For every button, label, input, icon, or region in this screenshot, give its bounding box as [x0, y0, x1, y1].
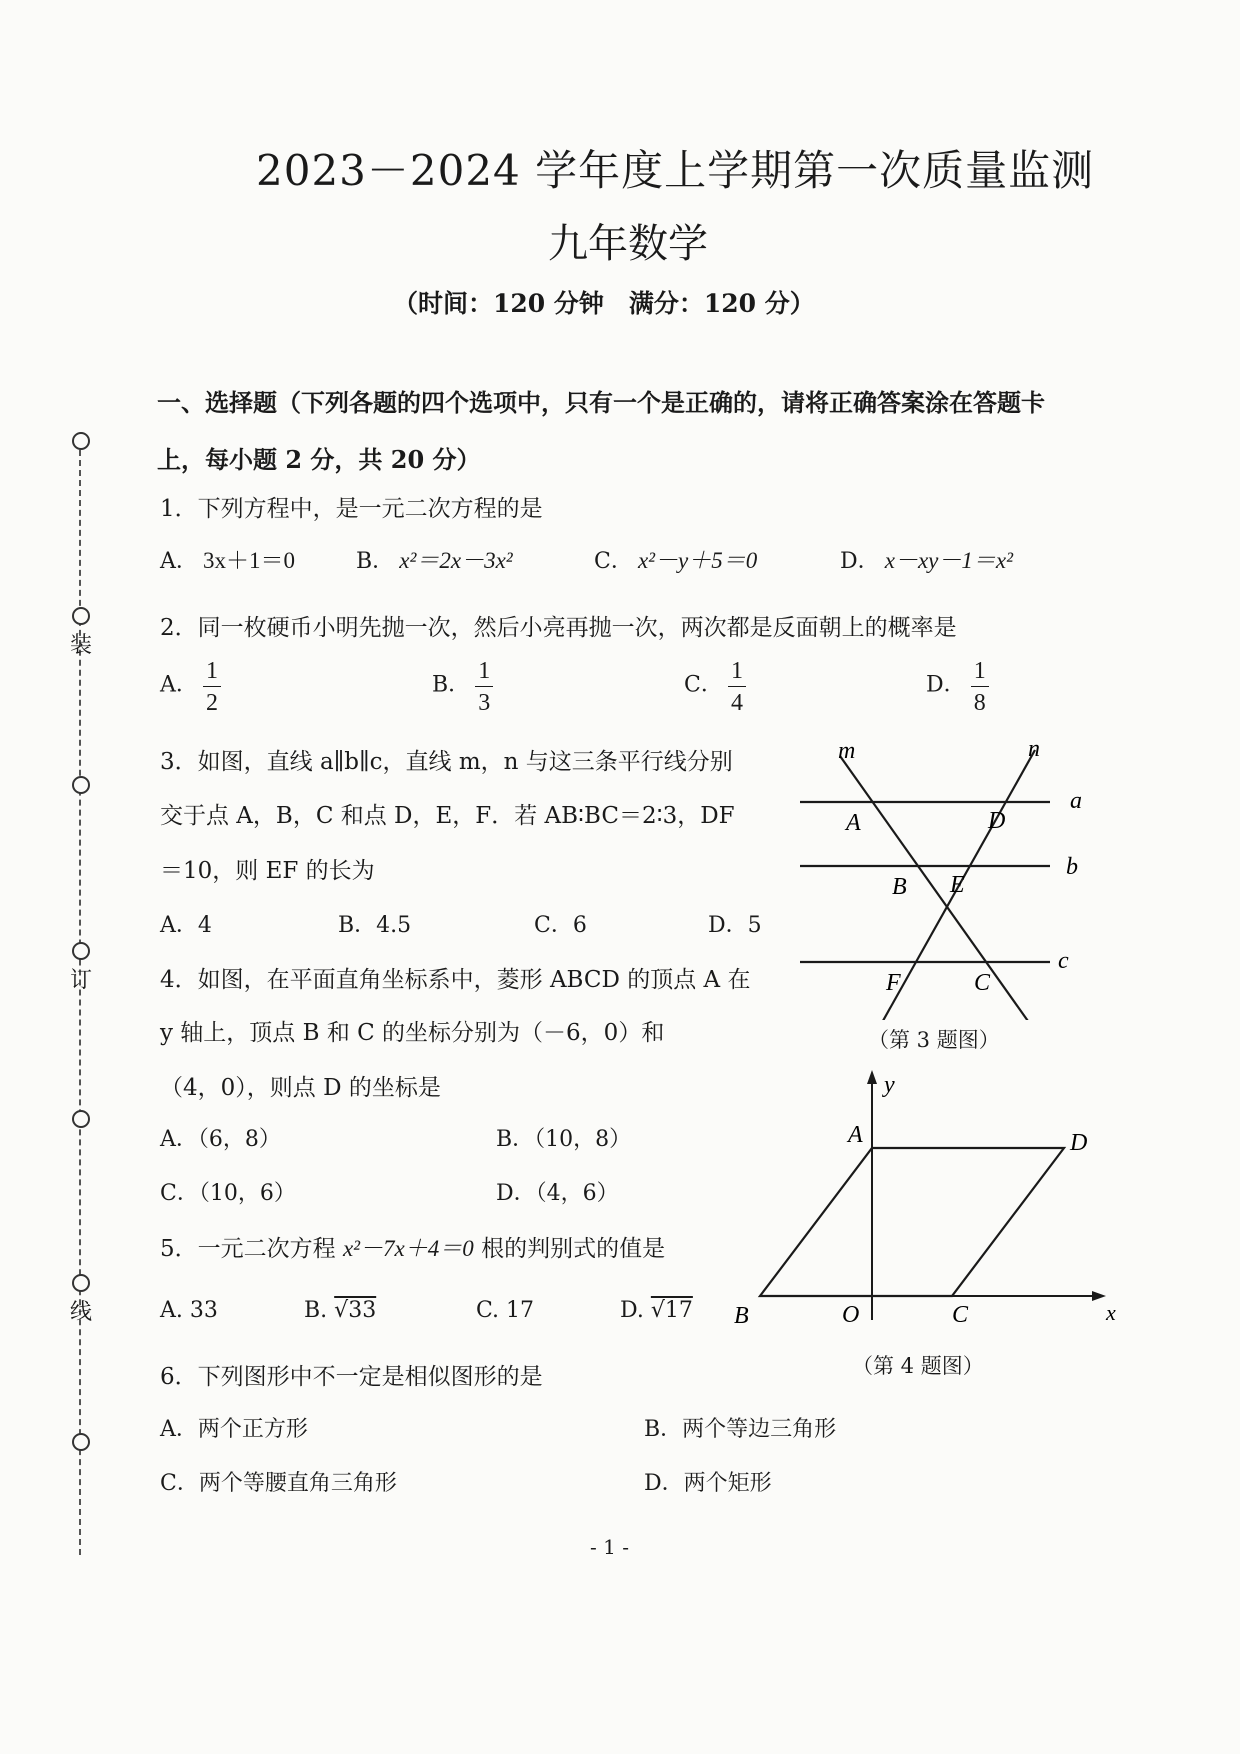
q2-stem: 2．同一枚硬币小明先抛一次，然后小亮再抛一次，两次都是反面朝上的概率是	[160, 615, 957, 641]
binding-hole-2	[72, 607, 90, 625]
margin-char-zhuang: 装	[70, 633, 93, 658]
q3-option-c	[534, 908, 587, 939]
figure-4-caption: （第 4 题图）	[852, 1354, 984, 1378]
q4-option-d	[496, 1176, 619, 1207]
q6-option-b	[644, 1412, 836, 1443]
label-c: c	[1058, 948, 1069, 974]
option-key: C．	[160, 1181, 199, 1206]
q2-option-c	[684, 659, 746, 715]
rhombus-abcd	[760, 1148, 1064, 1296]
option-text: 两个矩形	[683, 1471, 772, 1496]
q5-option-b	[304, 1298, 376, 1323]
exam-meta: （时间：120 分钟 满分：120 分）	[393, 289, 815, 318]
label-D: D	[988, 808, 1006, 834]
binding-hole-7	[72, 1433, 90, 1451]
numerator: 1	[728, 659, 746, 687]
option-key: B．	[432, 672, 471, 698]
option-key: C．	[534, 913, 573, 938]
denominator: 2	[205, 690, 218, 716]
binding-hole-4	[72, 942, 90, 960]
option-key: A．	[160, 913, 198, 938]
option-text: x－xy－1＝x²	[884, 548, 1013, 573]
option-text: x²＝2x－3x²	[399, 548, 513, 573]
q5-stem	[160, 1230, 665, 1263]
option-text: 6	[572, 913, 587, 938]
q6-option-a	[160, 1412, 308, 1443]
exam-title: 2023－2024 学年度上学期第一次质量监测	[256, 146, 1095, 195]
label-n: n	[1028, 740, 1040, 762]
numerator: 1	[971, 659, 989, 687]
figure-4-diagram	[730, 1070, 1120, 1330]
option-text: 4	[197, 913, 212, 938]
figure-3	[780, 740, 1110, 1070]
q4-stem-line1: 4．如图，在平面直角坐标系中，菱形 ABCD 的顶点 A 在	[160, 967, 751, 993]
q1-option-c	[594, 542, 757, 575]
q5-option-c	[476, 1298, 534, 1323]
option-text: √33	[334, 1298, 377, 1323]
numerator: 1	[203, 659, 221, 687]
q5-stem-pre: 5．一元二次方程	[160, 1236, 343, 1262]
q6-stem: 6．下列图形中不一定是相似图形的是	[160, 1364, 543, 1390]
label-a: a	[1070, 788, 1082, 814]
option-key: D．	[644, 1471, 684, 1496]
option-text: √17	[650, 1298, 693, 1323]
option-text: 5	[747, 913, 762, 938]
binding-hole-3	[72, 776, 90, 794]
binding-hole-5	[72, 1110, 90, 1128]
q3-stem-line1: 3．如图，直线 a∥b∥c，直线 m，n 与这三条平行线分别	[160, 749, 733, 775]
option-key: B．	[338, 913, 377, 938]
q1-option-a	[160, 542, 295, 575]
numerator: 1	[475, 659, 493, 687]
q4-option-a	[160, 1122, 281, 1153]
option-key: A．	[160, 672, 198, 698]
option-key: D．	[708, 913, 748, 938]
denominator: 8	[973, 690, 986, 716]
label-C: C	[952, 1302, 969, 1328]
option-key: A.	[160, 1298, 183, 1323]
q3-stem-line3: ＝10，则 EF 的长为	[160, 858, 375, 884]
label-B: B	[734, 1303, 749, 1329]
option-key: C．	[684, 672, 723, 698]
label-x: x	[1106, 1300, 1116, 1325]
label-A: A	[846, 810, 861, 836]
q3-option-b	[338, 908, 411, 939]
option-text: 33	[189, 1298, 218, 1323]
section-heading-line2: 上，每小题 2 分，共 20 分）	[157, 445, 481, 474]
q1-option-d	[840, 542, 1013, 575]
q1-option-b	[356, 542, 513, 575]
denominator: 4	[730, 690, 743, 716]
figure-4	[730, 1070, 1120, 1390]
fraction	[728, 659, 746, 715]
q5-option-a	[160, 1298, 218, 1323]
q2-option-a	[160, 659, 221, 715]
option-text: 两个等边三角形	[682, 1417, 837, 1442]
option-text: 4.5	[376, 913, 412, 938]
q3-option-a	[160, 908, 212, 939]
option-key: D．	[926, 672, 966, 698]
fraction	[475, 659, 493, 715]
binding-hole-6	[72, 1274, 90, 1292]
q6-option-d	[644, 1466, 772, 1497]
option-text: （4，6）	[535, 1181, 619, 1206]
label-C: C	[974, 970, 991, 996]
option-text: （6，8）	[197, 1127, 281, 1152]
q2-option-d	[926, 659, 989, 715]
figure-3-diagram	[780, 740, 1110, 1020]
page-number: - 1 -	[590, 1535, 629, 1559]
option-key: A．	[160, 549, 198, 574]
label-A: A	[848, 1122, 863, 1148]
label-y: y	[884, 1072, 895, 1098]
fraction	[971, 659, 989, 715]
label-O: O	[842, 1302, 860, 1328]
label-B: B	[892, 874, 907, 900]
option-key: D.	[620, 1298, 644, 1323]
label-D: D	[1070, 1130, 1088, 1156]
q2-option-b	[432, 659, 493, 715]
q5-option-d	[620, 1298, 693, 1323]
label-E: E	[950, 872, 965, 898]
margin-char-xian: 线	[70, 1300, 93, 1325]
option-key: D．	[496, 1181, 536, 1206]
x-axis-arrow	[1092, 1291, 1106, 1301]
q3-stem-line2: 交于点 A，B，C 和点 D，E，F．若 AB∶BC＝2∶3，DF	[160, 803, 735, 829]
option-key: B.	[304, 1298, 328, 1323]
q4-stem-line2: y 轴上，顶点 B 和 C 的坐标分别为（－6，0）和	[160, 1020, 665, 1046]
margin-char-ding: 订	[70, 968, 93, 993]
option-key: B．	[496, 1127, 535, 1152]
label-F: F	[886, 970, 901, 996]
denominator: 3	[478, 690, 491, 716]
q6-option-c	[160, 1466, 397, 1497]
q5-equation: x²－7x＋4＝0	[342, 1236, 474, 1261]
fraction	[203, 659, 221, 715]
option-key: B．	[644, 1417, 683, 1442]
binding-hole-1	[72, 432, 90, 450]
option-text: 两个等腰直角三角形	[198, 1471, 397, 1496]
option-text: （10，6）	[198, 1181, 296, 1206]
option-key: B．	[356, 549, 395, 574]
option-text: x²－y＋5＝0	[637, 548, 758, 573]
option-key: C．	[594, 549, 633, 574]
exam-subject: 九年数学	[548, 221, 708, 267]
q4-stem-line3: （4，0），则点 D 的坐标是	[160, 1075, 441, 1101]
y-axis-arrow	[867, 1070, 877, 1084]
option-text: 两个正方形	[197, 1417, 308, 1442]
option-key: C.	[476, 1298, 500, 1323]
figure-3-caption: （第 3 题图）	[868, 1028, 1000, 1052]
q4-option-b	[496, 1122, 631, 1153]
section-heading-line1: 一、选择题（下列各题的四个选项中，只有一个是正确的，请将正确答案涂在答题卡	[157, 388, 1045, 417]
option-key: A．	[160, 1417, 198, 1442]
option-key: C．	[160, 1471, 199, 1496]
q5-stem-post: 根的判别式的值是	[473, 1236, 666, 1262]
option-key: D．	[840, 549, 880, 574]
option-text: 3x＋1＝0	[202, 548, 295, 573]
option-text: （10，8）	[534, 1127, 632, 1152]
q4-option-c	[160, 1176, 296, 1207]
q3-option-d	[708, 908, 762, 939]
option-key: A．	[160, 1127, 198, 1152]
label-m: m	[838, 740, 856, 764]
q1-stem: 1．下列方程中，是一元二次方程的是	[160, 496, 543, 522]
label-b: b	[1066, 854, 1078, 880]
option-text: 17	[506, 1298, 535, 1323]
